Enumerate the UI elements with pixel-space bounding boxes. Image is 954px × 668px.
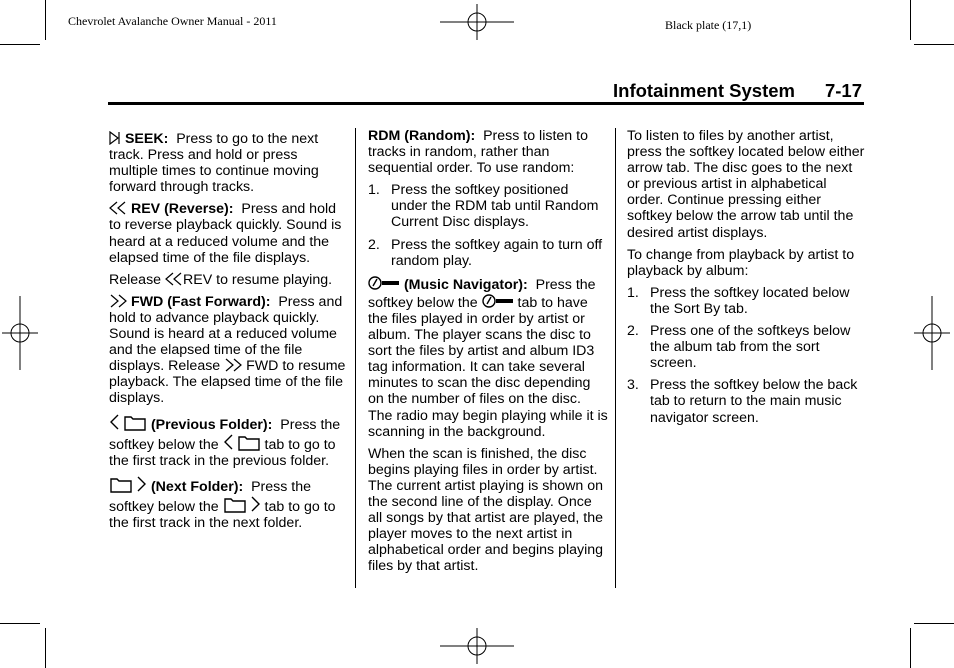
prev-folder-text-b: tab to go to the first track in the previous folder. [109, 436, 336, 469]
previous-folder-icon [223, 433, 261, 451]
album-intro-paragraph: To change from playback by artist to playback by album: [627, 246, 855, 279]
next-folder-icon [223, 495, 261, 513]
list-item [368, 182, 608, 230]
rev-text: Press and hold to reverse playback quickly. Sound is heard at a reduced volume and the elapsed time of the file displays. [109, 201, 342, 266]
column-1 [109, 131, 349, 537]
fast-forward-icon [109, 294, 127, 308]
next-folder-text-a: Press the softkey below the [109, 478, 311, 515]
plate-label: Black plate (17,1) [665, 18, 752, 32]
crop-mark [45, 0, 46, 40]
crop-mark [914, 623, 954, 624]
next-folder-paragraph [109, 475, 349, 531]
manual-title: Chevrolet Avalanche Owner Manual - 2011 [68, 14, 277, 28]
list-text: Press the softkey positioned under the RDM tab until Random Current Disc displays. [391, 182, 599, 231]
prev-folder-paragraph [109, 413, 349, 469]
page-number: 7-17 [824, 80, 862, 101]
next-folder-text-b: tab to go to the first track in the next folder. [109, 498, 336, 531]
fast-forward-icon [224, 358, 242, 372]
fwd-text-b: FWD to resume playback. The elapsed time of the file displays. [109, 358, 346, 407]
music-navigator-label: (Music Navigator): [403, 276, 528, 293]
rev-release-text-b: REV to resume playing. [183, 271, 333, 288]
album-steps [627, 285, 865, 426]
list-number: 1. [368, 182, 380, 199]
music-navigator-text-b: tab to have the files played in order by artist or album. The player scans the disc to sort the files by artist and album ID3 tag information. It can take several minutes to scan the disc depending on the number of files on the disc. The radio may begin playing while it is scanning in the background. [368, 294, 608, 440]
crop-mark [910, 0, 911, 40]
list-number: 2. [368, 236, 380, 253]
rdm-label: RDM (Random): [368, 128, 476, 144]
seek-paragraph [109, 131, 349, 195]
rewind-icon [165, 272, 183, 286]
crop-mark [0, 623, 40, 624]
next-folder-label: (Next Folder): [150, 478, 244, 495]
rdm-steps [368, 182, 608, 268]
rev-label: REV (Reverse): [130, 201, 234, 218]
fwd-label: FWD (Fast Forward): [130, 293, 271, 310]
column-2 [368, 128, 608, 580]
rev-release-paragraph [109, 272, 349, 288]
list-text: Press one of the softkeys below the album tab from the sort screen. [650, 323, 851, 372]
registration-mark-icon [440, 628, 514, 664]
list-number: 3. [627, 377, 639, 394]
other-artist-paragraph: To listen to files by another artist, press the softkey located below either arrow tab. The disc goes to the next or previous artist in alphabetical order. Continue pressing either softkey below the arrow tab until the desired artist displays. [627, 128, 865, 241]
rdm-text: Press to listen to tracks in random, rather than sequential order. To use random: [368, 128, 588, 177]
music-navigator-paragraph [368, 275, 608, 440]
seek-icon [109, 131, 121, 145]
registration-mark-icon [914, 296, 950, 370]
seek-label: SEEK: [124, 131, 169, 147]
header-rule [108, 102, 864, 105]
fwd-text-a: Press and hold to advance playback quickly. Sound is heard at a reduced volume and the elapsed time of the file displays. Release [109, 293, 343, 375]
column-3 [627, 128, 865, 432]
rdm-paragraph [368, 128, 608, 176]
fwd-paragraph [109, 294, 349, 407]
registration-mark-icon [440, 4, 514, 40]
list-text: Press the softkey located below the Sort By tab. [650, 284, 850, 317]
music-navigator-text-a: Press the softkey below the [368, 276, 596, 311]
scan-done-paragraph: When the scan is finished, the disc begins playing files in order by artist. The current artist playing is shown on the second line of the display. Once all songs by that artist are played, the player moves to the next artist in alphabetical order and begins playing files by that artist. [368, 445, 604, 575]
crop-mark [0, 44, 40, 45]
list-number: 1. [627, 284, 639, 301]
list-number: 2. [627, 323, 639, 340]
previous-folder-icon [109, 413, 147, 431]
list-item [627, 323, 865, 371]
rev-release-text-a: Release [109, 271, 162, 288]
music-navigator-icon [482, 293, 514, 309]
registration-mark-icon [2, 296, 38, 370]
prev-folder-label: (Previous Folder): [150, 416, 273, 433]
crop-mark [910, 628, 911, 668]
list-item [627, 377, 865, 425]
rev-paragraph [109, 201, 349, 265]
crop-mark [914, 44, 954, 45]
list-text: Press the softkey again to turn off random play. [391, 236, 603, 269]
rewind-icon [109, 201, 127, 215]
column-divider [615, 128, 616, 588]
music-navigator-icon [368, 275, 400, 291]
list-item [627, 285, 865, 317]
list-text: Press the softkey below the back tab to return to the main music navigator screen. [650, 377, 858, 426]
prev-folder-text-a: Press the softkey below the [109, 416, 341, 453]
column-divider [355, 128, 356, 588]
list-item [368, 237, 608, 269]
seek-text: Press to go to the next track. Press and hold or press multiple times to continue moving forward through tracks. [109, 131, 319, 196]
section-heading [613, 80, 862, 102]
crop-mark [45, 628, 46, 668]
next-folder-icon [109, 475, 147, 493]
section-title: Infotainment System [613, 80, 795, 101]
